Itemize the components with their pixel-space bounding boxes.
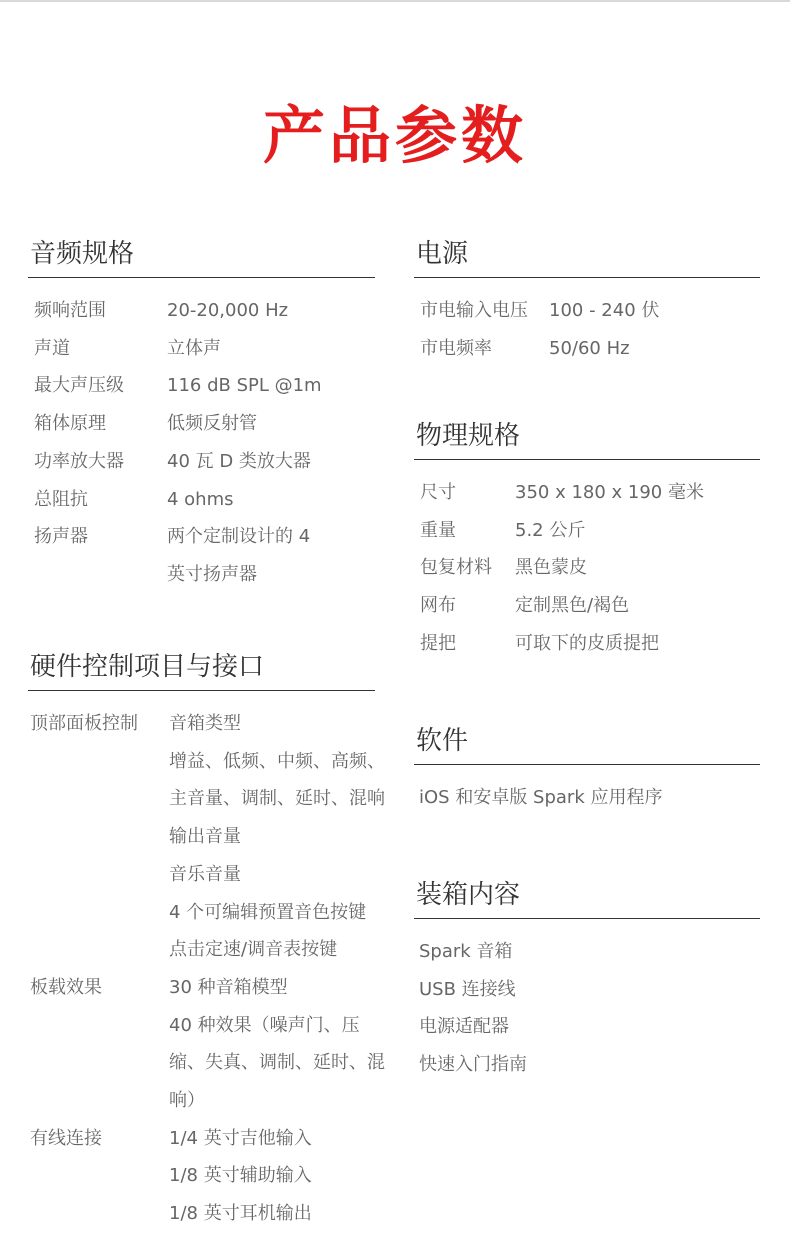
spec-label: 尺寸 xyxy=(420,482,456,503)
spec-value: 定制黑色/褐色 xyxy=(515,595,630,617)
section-box-contents xyxy=(414,878,760,1084)
list-item: USB 连接线 xyxy=(419,978,516,1000)
spec-value: 100 - 240 伏 xyxy=(549,300,660,321)
spec-values xyxy=(515,587,760,625)
spec-label: 声道 xyxy=(34,337,70,359)
top-divider xyxy=(0,0,790,2)
spec-rows xyxy=(28,705,385,1233)
spec-label: 扬声器 xyxy=(34,526,88,548)
spec-values xyxy=(169,705,385,969)
section-heading: 物理规格 xyxy=(414,419,760,460)
spec-label: 重量 xyxy=(420,519,456,541)
section-software xyxy=(414,724,760,817)
spec-label: 箱体原理 xyxy=(34,413,106,435)
spec-label: 市电频率 xyxy=(420,337,492,359)
list-item: Spark 音箱 xyxy=(419,941,513,962)
section-heading: 软件 xyxy=(414,724,760,765)
spec-values xyxy=(515,512,760,550)
spec-row xyxy=(28,1120,375,1233)
spec-value: 立体声 xyxy=(167,337,221,359)
spec-rows xyxy=(414,474,760,663)
section-heading: 硬件控制项目与接口 xyxy=(28,650,375,691)
spec-label: 包复材料 xyxy=(420,557,492,579)
spec-row xyxy=(414,625,760,663)
spec-label: 顶部面板控制 xyxy=(30,713,138,734)
spec-value: 30 种音箱模型 xyxy=(169,976,288,998)
spec-values xyxy=(515,625,760,663)
spec-label: 网布 xyxy=(420,595,456,617)
spec-values xyxy=(167,443,375,481)
list-item: 快速入门指南 xyxy=(419,1054,527,1076)
section-hardware xyxy=(28,650,385,1233)
spec-value: 40 种效果（噪声门、压 xyxy=(169,1014,360,1036)
spec-value: 增益、低频、中频、高频、 xyxy=(169,750,385,772)
spec-value: 主音量、调制、延时、混响 xyxy=(169,788,385,810)
spec-value: 音箱类型 xyxy=(169,713,241,734)
spec-value: 缩、失真、调制、延时、混 xyxy=(169,1052,385,1074)
spec-value: 50/60 Hz xyxy=(549,337,630,359)
spec-value: 响） xyxy=(169,1090,205,1112)
spec-row xyxy=(28,443,375,481)
spec-value: 40 瓦 D 类放大器 xyxy=(167,450,311,472)
spec-row xyxy=(28,405,375,443)
spec-values xyxy=(169,969,385,1120)
spec-value: 输出音量 xyxy=(169,826,241,848)
section-audio-specs xyxy=(28,237,375,594)
spec-values xyxy=(515,549,760,587)
spec-rows xyxy=(28,292,375,594)
spec-value: 20-20,000 Hz xyxy=(167,300,289,321)
page-title: 产品参数 xyxy=(262,99,527,172)
section-physical xyxy=(414,419,760,663)
section-heading: 装箱内容 xyxy=(414,878,760,919)
section-heading: 音频规格 xyxy=(28,237,375,278)
spec-row xyxy=(28,969,385,1120)
spec-value: 1/8 英寸辅助输入 xyxy=(169,1165,312,1187)
spec-row xyxy=(414,512,760,550)
spec-row xyxy=(28,705,385,969)
section-heading: 电源 xyxy=(414,237,760,278)
spec-values xyxy=(549,330,760,368)
spec-row xyxy=(28,481,375,519)
spec-value: 1/4 英寸吉他输入 xyxy=(169,1127,312,1149)
spec-row xyxy=(414,292,760,330)
spec-row xyxy=(414,474,760,512)
spec-value: 两个定制设计的 4 xyxy=(167,526,311,548)
spec-row xyxy=(414,587,760,625)
spec-value: 点击定速/调音表按键 xyxy=(169,939,338,961)
spec-label: 提把 xyxy=(420,632,456,654)
spec-label: 功率放大器 xyxy=(34,450,124,472)
spec-values xyxy=(167,481,375,519)
spec-value: 350 x 180 x 190 毫米 xyxy=(515,482,704,503)
spec-rows xyxy=(414,292,760,367)
spec-value: 4 个可编辑预置音色按键 xyxy=(169,901,367,923)
spec-label: 市电输入电压 xyxy=(420,300,528,321)
spec-values xyxy=(167,367,375,405)
spec-label: 最大声压级 xyxy=(34,375,124,397)
spec-row xyxy=(28,367,375,405)
spec-values xyxy=(169,1120,375,1233)
list-item: 电源适配器 xyxy=(419,1016,509,1038)
spec-values xyxy=(167,330,375,368)
spec-row xyxy=(28,518,375,593)
section-power xyxy=(414,237,760,367)
spec-label: 板载效果 xyxy=(30,976,102,998)
spec-value: 黑色蒙皮 xyxy=(515,557,587,579)
list-item: iOS 和安卓版 Spark 应用程序 xyxy=(419,787,663,808)
spec-value: 1/8 英寸耳机输出 xyxy=(169,1203,312,1225)
spec-values xyxy=(515,474,760,512)
spec-values xyxy=(167,518,375,593)
spec-value: 116 dB SPL @1m xyxy=(167,375,322,397)
spec-label: 总阻抗 xyxy=(34,488,88,510)
spec-values xyxy=(549,292,760,330)
software-list xyxy=(414,779,760,817)
spec-row xyxy=(28,330,375,368)
spec-value: 4 ohms xyxy=(167,488,234,510)
spec-row xyxy=(414,330,760,368)
spec-row xyxy=(28,292,375,330)
box-contents-list xyxy=(414,933,760,1084)
spec-values xyxy=(167,292,375,330)
spec-value: 可取下的皮质提把 xyxy=(515,632,659,654)
spec-value: 英寸扬声器 xyxy=(167,563,257,585)
spec-values xyxy=(167,405,375,443)
spec-value: 音乐音量 xyxy=(169,863,241,885)
spec-label: 频响范围 xyxy=(34,300,106,321)
spec-value: 低频反射管 xyxy=(167,413,257,435)
spec-label: 有线连接 xyxy=(30,1127,102,1149)
spec-value: 5.2 公斤 xyxy=(515,519,586,541)
spec-row xyxy=(414,549,760,587)
